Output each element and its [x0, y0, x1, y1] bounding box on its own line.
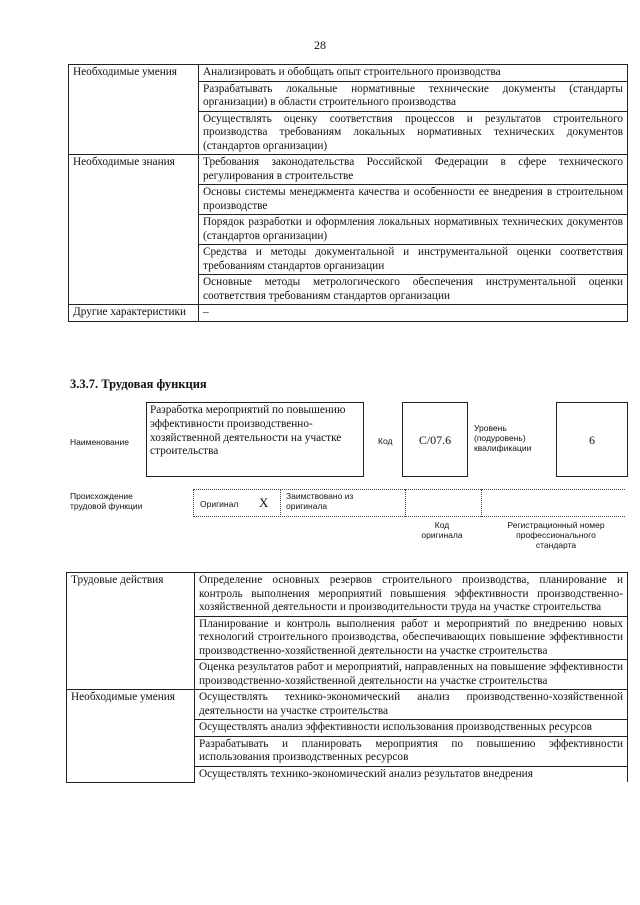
requirements-table-2 — [66, 572, 628, 783]
level-box — [556, 402, 628, 477]
divider — [405, 489, 406, 517]
table-row — [69, 65, 628, 82]
divider — [481, 489, 482, 517]
row-label: Необходимые умения — [69, 65, 199, 155]
code-value: С/07.6 — [418, 433, 452, 447]
table-row — [67, 573, 628, 617]
origin-label: Происхождение трудовой функции — [70, 491, 143, 511]
table-cell: Разрабатывать и планировать мероприятия по повышению эффективности использования производственных ресурсов — [195, 736, 628, 766]
table-cell: Планирование и контроль выполнения работ и мероприятий по внедрению новых технологий строительного производства, обеспечивающих повышение эффективности производственно-хозяйственной деятельности на участке строительства — [195, 616, 628, 660]
divider — [193, 489, 625, 490]
table-cell: Средства и методы документальной и инструментальной оценки соответствия требованиям стандартов организации — [199, 245, 628, 275]
table-cell: Основные методы метрологического обеспечения инструментальной оценки соответствия требованиям стандартов организации — [199, 275, 628, 305]
row-label: Необходимые умения — [67, 690, 195, 783]
table-row — [69, 155, 628, 185]
row-label: Необходимые знания — [69, 155, 199, 305]
row-label: Другие характеристики — [69, 305, 199, 322]
requirements-table-1 — [68, 64, 628, 322]
function-name-box — [146, 402, 364, 477]
table-row — [67, 690, 628, 720]
code-label: Код — [378, 436, 393, 446]
table-cell: Основы системы менеджмента качества и особенности ее внедрения в строительном производстве — [199, 185, 628, 215]
table-cell: Анализировать и обобщать опыт строительного производства — [199, 65, 628, 82]
original-mark: X — [259, 495, 269, 510]
divider — [193, 489, 194, 517]
table-cell: Осуществлять технико-экономический анализ результатов внедрения — [195, 766, 628, 782]
divider — [193, 516, 625, 517]
table-cell: Осуществлять анализ эффективности использования производственных ресурсов — [195, 720, 628, 737]
table-cell: Осуществлять технико-экономический анализ производственно-хозяйственной деятельности на участке строительства — [195, 690, 628, 720]
original-label: Оригинал — [200, 499, 239, 509]
table-cell: Оценка результатов работ и мероприятий, направленных на повышение эффективности производственно-хозяйственной деятельности на участке строительства — [195, 660, 628, 690]
function-name-value: Разработка мероприятий по повышению эффективности производственно-хозяйственной деятельности на участке строительства — [150, 404, 346, 458]
table-row — [69, 305, 628, 322]
level-value: 6 — [589, 433, 595, 447]
code-box — [402, 402, 468, 477]
name-label: Наименование — [70, 437, 129, 447]
reg-caption: Регистрационный номер профессионального стандарта — [507, 520, 605, 550]
table-cell: Порядок разработки и оформления локальных нормативных технических документов (стандартов организации) — [199, 215, 628, 245]
row-label: Трудовые действия — [67, 573, 195, 690]
table-cell: Разрабатывать локальные нормативные технические документы (стандарты организации) в области строительного производства — [199, 81, 628, 111]
divider — [280, 489, 281, 517]
borrowed-label: Заимствовано из оригинала — [286, 491, 354, 511]
level-label: Уровень (подуровень) квалификации — [474, 423, 532, 453]
page-number: 28 — [314, 38, 326, 52]
code-caption: Код оригинала — [421, 520, 463, 540]
table-cell: – — [199, 305, 628, 322]
table-cell: Требования законодательства Российской Федерации в сфере технического регулирования в строительстве — [199, 155, 628, 185]
section-heading: 3.3.7. Трудовая функция — [70, 377, 207, 391]
table-cell: Определение основных резервов строительного производства, планирование и контроль выполнения мероприятий повышения эффективности производственно-хозяйственной деятельности и производительности труда на участке строительства — [195, 573, 628, 617]
table-cell: Осуществлять оценку соответствия процессов и результатов строительного производства требованиям локальных нормативных технических документов (стандартов организации) — [199, 111, 628, 155]
